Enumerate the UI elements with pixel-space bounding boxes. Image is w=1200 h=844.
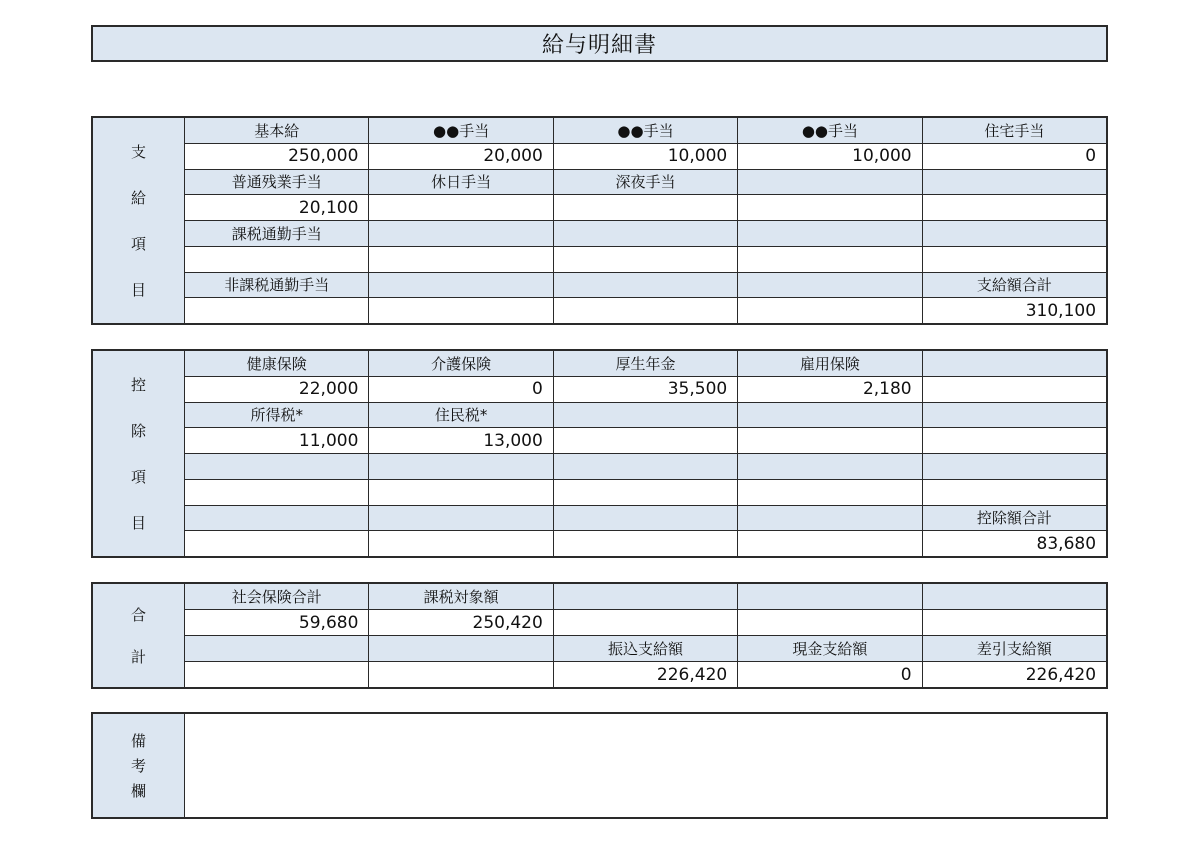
deductions-section [91,349,1108,558]
item-value[interactable] [738,428,922,453]
item-value[interactable]: 13,000 [369,428,553,453]
item-label [738,403,922,428]
payments-section [91,116,1108,325]
label-row [185,273,1106,299]
label-row [185,118,1106,144]
item-label: 住民税* [369,403,553,428]
item-value[interactable] [923,610,1106,635]
item-label [738,170,922,195]
item-label: 基本給 [185,118,369,143]
item-label [923,403,1106,428]
item-value[interactable]: 59,680 [185,610,369,635]
item-label [554,506,738,531]
item-value[interactable]: 35,500 [554,377,738,402]
value-row [185,247,1106,273]
item-label: 振込支給額 [554,636,738,661]
item-value[interactable] [554,610,738,635]
item-value[interactable]: 250,420 [369,610,553,635]
item-value[interactable] [554,195,738,220]
item-value[interactable] [554,247,738,272]
item-label [923,584,1106,609]
label-row [185,221,1106,247]
item-label: 控除額合計 [976,509,1052,528]
item-value[interactable]: 0 [738,662,922,687]
side-char: 項 [130,235,146,254]
value-row [185,195,1106,221]
item-label [369,636,553,661]
item-value[interactable]: 226,420 [554,662,738,687]
value-row [185,428,1106,454]
remarks-section [91,712,1108,819]
item-label: 差引支給額 [976,640,1052,658]
label-row [185,584,1106,610]
item-value[interactable]: 226,420 [1025,664,1097,685]
side-char: 目 [130,281,146,300]
item-label [369,273,553,298]
item-value[interactable]: 83,680 [1036,533,1097,554]
label-row [185,506,1106,532]
item-value[interactable] [923,480,1106,505]
side-char: 支 [130,142,146,161]
payments-grid [185,118,1106,323]
side-char: 項 [130,468,146,487]
value-row [185,298,1106,323]
item-label: 現金支給額 [738,636,922,661]
item-value[interactable]: 10,000 [554,144,738,169]
item-label [554,273,738,298]
item-label [738,584,922,609]
item-value[interactable] [369,480,553,505]
item-value[interactable] [185,662,369,687]
item-label: ●●手当 [554,118,738,143]
item-value[interactable] [554,480,738,505]
item-label [369,454,553,479]
item-value[interactable] [554,428,738,453]
item-value[interactable] [923,428,1106,453]
item-value[interactable] [738,195,922,220]
item-label: 住宅手当 [984,121,1045,140]
item-label [923,351,1106,376]
item-label [369,506,553,531]
item-label: 深夜手当 [554,170,738,195]
value-row [185,531,1106,556]
item-label [923,454,1106,479]
label-row [185,351,1106,377]
side-char: 控 [130,375,146,394]
item-value[interactable] [738,610,922,635]
deductions-grid [185,351,1106,556]
item-value[interactable] [369,195,553,220]
totals-grid [185,584,1106,687]
item-value[interactable]: 250,000 [185,144,369,169]
value-row [185,377,1106,403]
label-row [185,636,1106,662]
item-label [554,221,738,246]
item-value[interactable]: 310,100 [1025,300,1097,321]
item-value[interactable] [369,662,553,687]
item-label [185,454,369,479]
side-char: 目 [130,514,146,533]
item-label: 介護保険 [369,351,553,376]
side-char: 除 [130,421,146,440]
item-label: 健康保険 [185,351,369,376]
item-value[interactable] [185,298,369,323]
item-label [738,506,922,531]
item-value[interactable] [185,480,369,505]
item-value[interactable] [738,298,922,323]
item-label: ●●手当 [738,118,922,143]
value-row [185,480,1106,506]
item-label: 課税対象額 [369,584,553,609]
item-label: 課税通勤手当 [185,221,369,246]
label-row [185,454,1106,480]
item-value[interactable]: 10,000 [738,144,922,169]
item-label [554,403,738,428]
totals-side-label [93,584,185,687]
item-label [738,454,922,479]
item-label [554,454,738,479]
item-label: 所得税* [185,403,369,428]
value-row [185,610,1106,636]
item-value[interactable]: 20,100 [185,195,369,220]
item-label [185,506,369,531]
item-label: 厚生年金 [554,351,738,376]
item-value[interactable]: 11,000 [185,428,369,453]
item-value[interactable]: 2,180 [738,377,922,402]
value-row [185,662,1106,687]
item-label [738,221,922,246]
label-row [185,403,1106,429]
item-value[interactable]: 0 [369,377,553,402]
value-row [185,144,1106,170]
side-char: 欄 [130,782,146,800]
item-value[interactable]: 20,000 [369,144,553,169]
item-value[interactable] [738,531,922,556]
item-label: 雇用保険 [738,351,922,376]
item-value[interactable]: 0 [1085,146,1097,167]
item-label [369,221,553,246]
item-value[interactable] [738,247,922,272]
item-label [554,584,738,609]
document-title: 給与明細書 [91,25,1108,62]
item-label: 普通残業手当 [185,170,369,195]
item-value[interactable] [554,298,738,323]
item-label [738,273,922,298]
item-label: 社会保険合計 [185,584,369,609]
item-value[interactable] [369,298,553,323]
remarks-side-label [93,714,185,817]
item-label [923,221,1106,246]
item-label [185,636,369,661]
side-char: 給 [130,188,146,207]
item-value[interactable]: 22,000 [185,377,369,402]
item-label [923,170,1106,195]
side-char: 考 [130,757,146,775]
item-value[interactable] [554,531,738,556]
side-char: 合 [130,606,146,625]
payments-side-label [93,118,185,323]
item-label: 支給額合計 [976,276,1052,295]
item-value[interactable] [923,377,1106,402]
deductions-side-label [93,351,185,556]
item-value[interactable] [185,247,369,272]
item-label: 休日手当 [369,170,553,195]
side-char: 備 [130,732,146,750]
item-value[interactable] [369,531,553,556]
totals-section [91,582,1108,689]
item-value[interactable] [185,531,369,556]
item-label: 非課税通勤手当 [185,273,369,298]
item-label: ●●手当 [369,118,553,143]
label-row [185,170,1106,196]
side-char: 計 [130,647,146,666]
item-value[interactable] [923,195,1106,220]
item-value[interactable] [738,480,922,505]
item-value[interactable] [369,247,553,272]
remarks-field[interactable] [185,714,1106,817]
item-value[interactable] [923,247,1106,272]
